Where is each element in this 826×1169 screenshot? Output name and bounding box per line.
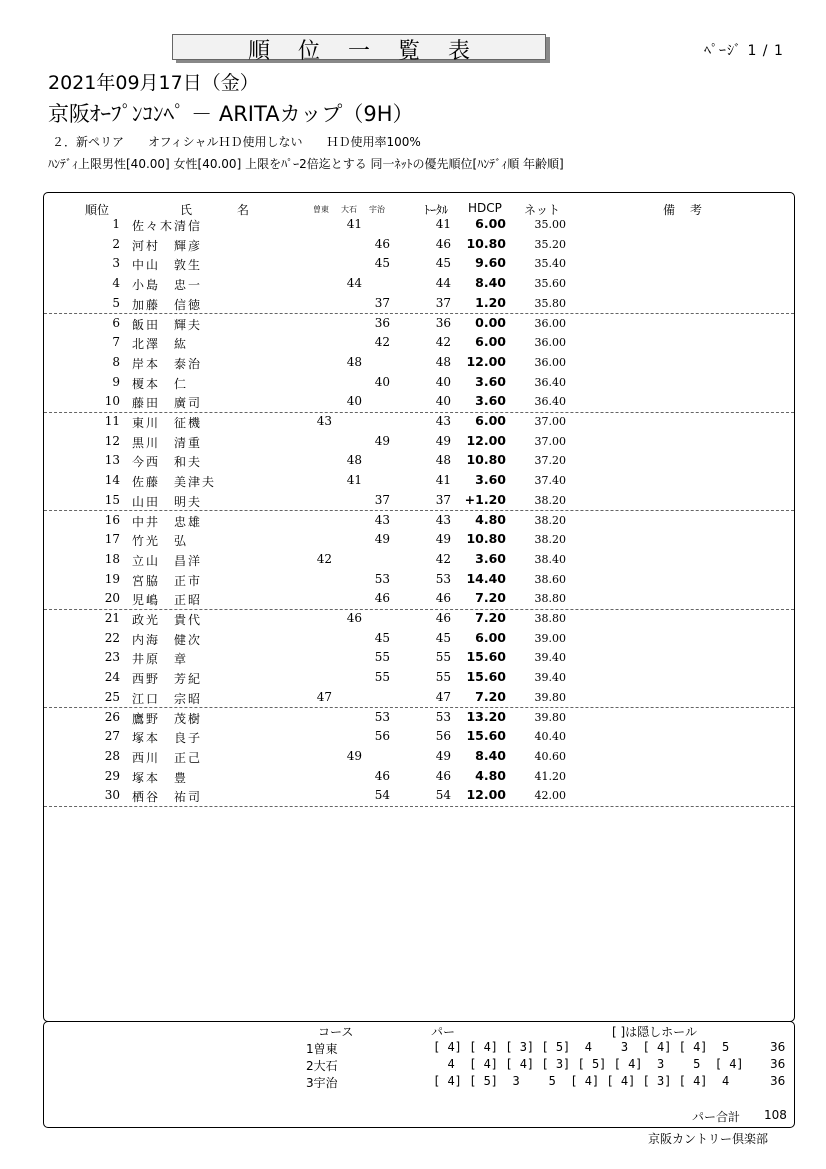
given-name-cell: 紘 bbox=[174, 337, 189, 352]
rank-cell: 4 bbox=[112, 276, 120, 291]
total-cell: 46 bbox=[435, 591, 451, 606]
course3-score-cell: 45 bbox=[374, 256, 390, 271]
net-cell: 39.80 bbox=[534, 710, 566, 724]
table-row bbox=[44, 708, 794, 728]
rank-cell: 14 bbox=[104, 473, 120, 488]
total-cell: 45 bbox=[435, 256, 451, 271]
given-name-cell: 弘 bbox=[174, 534, 189, 549]
total-cell: 48 bbox=[435, 453, 451, 468]
table-row bbox=[44, 235, 794, 255]
net-cell: 38.20 bbox=[534, 533, 566, 547]
course-holes: [ 4] [ 4] [ 3] [ 5] 4 3 [ 4] [ 4] 5 bbox=[433, 1040, 730, 1054]
course2-score-cell: 44 bbox=[346, 276, 362, 291]
course-name: 1曽東 bbox=[306, 1042, 338, 1056]
net-cell: 36.40 bbox=[534, 395, 566, 409]
total-cell: 47 bbox=[435, 689, 451, 704]
rank-cell: 24 bbox=[104, 670, 120, 685]
rank-cell: 8 bbox=[112, 354, 120, 369]
total-cell: 42 bbox=[435, 335, 451, 350]
given-name-cell: 美津夫 bbox=[174, 475, 217, 490]
surname-cell: 内海 bbox=[132, 632, 161, 647]
course3-score-cell: 53 bbox=[374, 571, 390, 586]
table-row bbox=[44, 432, 794, 452]
course-name: 3宇治 bbox=[306, 1076, 338, 1090]
net-cell: 36.00 bbox=[534, 355, 566, 369]
course3-score-cell: 49 bbox=[374, 433, 390, 448]
given-name-cell: 祐司 bbox=[174, 790, 203, 805]
rank-cell: 25 bbox=[104, 689, 120, 704]
course2-score-cell: 46 bbox=[346, 611, 362, 625]
surname-cell: 塚本 bbox=[132, 770, 161, 785]
net-cell: 36.00 bbox=[534, 336, 566, 350]
course3-score-cell: 37 bbox=[374, 295, 390, 310]
net-cell: 38.20 bbox=[534, 493, 566, 507]
surname-cell: 塚本 bbox=[132, 731, 161, 746]
rank-cell: 9 bbox=[112, 374, 120, 389]
net-cell: 35.40 bbox=[534, 257, 566, 271]
rules-line-2: ﾊﾝﾃﾞｨ上限男性[40.00] 女性[40.00] 上限をﾊﾟｰ2倍迄とする 同一ﾈｯﾄの優先順位[ﾊﾝﾃﾞｨ順 年齢順] bbox=[48, 157, 564, 171]
course2-score-cell: 41 bbox=[346, 473, 362, 488]
surname-cell: 佐々木 bbox=[132, 219, 175, 233]
total-cell: 40 bbox=[435, 394, 451, 409]
col-header-rank: 順位 bbox=[85, 203, 110, 217]
hdcp-cell: 7.20 bbox=[475, 610, 506, 625]
surname-cell: 山田 bbox=[132, 494, 161, 509]
course1-score-cell: 42 bbox=[316, 551, 332, 566]
total-cell: 46 bbox=[435, 236, 451, 251]
net-cell: 36.00 bbox=[534, 316, 566, 330]
col-header-remarks-b: 考 bbox=[690, 203, 703, 217]
table-row bbox=[44, 767, 794, 787]
total-cell: 44 bbox=[435, 276, 451, 291]
course-label: コース bbox=[318, 1025, 354, 1039]
net-cell: 35.80 bbox=[534, 296, 566, 310]
given-name-cell: 良子 bbox=[174, 731, 203, 746]
hdcp-cell: 8.40 bbox=[475, 747, 506, 763]
net-cell: 39.80 bbox=[534, 690, 566, 704]
rank-cell: 23 bbox=[104, 650, 120, 665]
hdcp-cell: 6.00 bbox=[475, 629, 506, 645]
hdcp-cell: 15.60 bbox=[466, 728, 506, 744]
net-cell: 38.80 bbox=[534, 612, 566, 625]
table-row bbox=[44, 392, 794, 413]
given-name-cell: 明夫 bbox=[174, 494, 203, 509]
rank-cell: 10 bbox=[104, 394, 120, 409]
total-cell: 55 bbox=[435, 650, 451, 665]
hdcp-cell: 6.00 bbox=[475, 216, 506, 231]
surname-cell: 藤田 bbox=[132, 396, 161, 411]
page-title: 順位一覧表 bbox=[247, 39, 498, 64]
col-header-net: ネット bbox=[524, 203, 561, 217]
given-name-cell: 敦生 bbox=[174, 258, 203, 273]
rank-cell: 5 bbox=[112, 295, 120, 310]
surname-cell: 西川 bbox=[132, 750, 161, 765]
course3-score-cell: 55 bbox=[374, 650, 390, 665]
table-row bbox=[44, 727, 794, 747]
col-header-name-a: 氏 bbox=[180, 203, 193, 217]
rules-line-1: ２．新ペリア オフィシャルＨＤ使用しない ＨＤ使用率100% bbox=[52, 135, 421, 149]
table-row bbox=[44, 294, 794, 315]
hidden-hole-note: [ ]は隠しホール bbox=[612, 1025, 697, 1039]
rank-cell: 1 bbox=[112, 217, 120, 231]
rank-cell: 11 bbox=[104, 414, 120, 428]
hdcp-cell: 7.20 bbox=[475, 590, 506, 606]
hdcp-cell: 3.60 bbox=[475, 550, 506, 566]
given-name-cell: 輝夫 bbox=[174, 317, 203, 332]
hdcp-cell: 3.60 bbox=[475, 393, 506, 409]
course3-score-cell: 54 bbox=[374, 788, 390, 803]
col-header-course3: 宇治 bbox=[369, 205, 385, 214]
hdcp-cell: 0.00 bbox=[475, 314, 506, 330]
rank-cell: 27 bbox=[104, 729, 120, 744]
net-cell: 41.20 bbox=[534, 769, 566, 783]
surname-cell: 飯田 bbox=[132, 317, 161, 332]
net-cell: 37.00 bbox=[534, 434, 566, 448]
hdcp-cell: 14.40 bbox=[466, 570, 506, 586]
given-name-cell: 宗昭 bbox=[174, 691, 203, 706]
surname-cell: 西野 bbox=[132, 672, 161, 687]
total-cell: 43 bbox=[435, 512, 451, 527]
course3-score-cell: 43 bbox=[374, 512, 390, 527]
net-cell: 37.00 bbox=[534, 415, 566, 428]
net-cell: 36.40 bbox=[534, 375, 566, 389]
hdcp-cell: 9.60 bbox=[475, 255, 506, 271]
total-cell: 36 bbox=[435, 315, 451, 330]
total-cell: 37 bbox=[435, 492, 451, 507]
total-cell: 41 bbox=[435, 217, 451, 231]
table-row bbox=[44, 333, 794, 353]
course3-score-cell: 40 bbox=[374, 374, 390, 389]
total-cell: 45 bbox=[435, 630, 451, 645]
surname-cell: 鷹野 bbox=[132, 711, 161, 726]
total-cell: 41 bbox=[435, 473, 451, 488]
surname-cell: 北澤 bbox=[132, 337, 161, 352]
surname-cell: 政光 bbox=[132, 613, 161, 627]
rank-cell: 26 bbox=[104, 709, 120, 724]
surname-cell: 小島 bbox=[132, 278, 161, 293]
table-row bbox=[44, 254, 794, 274]
rank-cell: 13 bbox=[104, 453, 120, 468]
course1-score-cell: 47 bbox=[316, 689, 332, 704]
surname-cell: 井原 bbox=[132, 652, 161, 667]
hdcp-cell: 10.80 bbox=[466, 531, 506, 547]
surname-cell: 榎本 bbox=[132, 376, 161, 391]
table-row bbox=[44, 629, 794, 649]
rank-cell: 2 bbox=[112, 236, 120, 251]
col-header-name-b: 名 bbox=[237, 203, 250, 217]
table-row bbox=[44, 314, 794, 334]
total-cell: 46 bbox=[435, 611, 451, 625]
table-row bbox=[44, 747, 794, 767]
course2-score-cell: 40 bbox=[346, 394, 362, 409]
total-cell: 43 bbox=[435, 414, 451, 428]
given-name-cell: 正己 bbox=[174, 750, 203, 765]
course3-score-cell: 53 bbox=[374, 709, 390, 724]
hdcp-cell: 3.60 bbox=[475, 472, 506, 488]
given-name-cell: 茂樹 bbox=[174, 711, 203, 726]
hdcp-cell: 10.80 bbox=[466, 452, 506, 468]
event-name: 京阪ｵｰﾌﾟﾝｺﾝﾍﾟ － ARITAカップ（9H） bbox=[48, 102, 414, 126]
rank-cell: 29 bbox=[104, 768, 120, 783]
rank-cell: 6 bbox=[112, 315, 120, 330]
total-cell: 48 bbox=[435, 354, 451, 369]
net-cell: 40.60 bbox=[534, 749, 566, 763]
surname-cell: 佐藤 bbox=[132, 475, 161, 490]
given-name-cell: 健次 bbox=[174, 632, 203, 647]
course3-score-cell: 55 bbox=[374, 670, 390, 685]
surname-cell: 東川 bbox=[132, 416, 161, 430]
table-row bbox=[44, 451, 794, 471]
given-name-cell: 正市 bbox=[174, 573, 203, 588]
given-name-cell: 廣司 bbox=[174, 396, 203, 411]
net-cell: 42.00 bbox=[534, 789, 566, 803]
total-cell: 49 bbox=[435, 748, 451, 763]
total-cell: 37 bbox=[435, 295, 451, 310]
col-header-total: ﾄｰﾀﾙ bbox=[424, 203, 449, 217]
course3-score-cell: 36 bbox=[374, 315, 390, 330]
par-total-label: パー合計 bbox=[692, 1110, 741, 1124]
net-cell: 35.00 bbox=[534, 218, 566, 231]
total-cell: 46 bbox=[435, 768, 451, 783]
rank-cell: 12 bbox=[104, 433, 120, 448]
course3-score-cell: 46 bbox=[374, 591, 390, 606]
course2-score-cell: 41 bbox=[346, 217, 362, 231]
given-name-cell: 征機 bbox=[174, 416, 203, 430]
given-name-cell: 貴代 bbox=[174, 613, 203, 627]
rank-cell: 16 bbox=[104, 512, 120, 527]
table-row bbox=[44, 668, 794, 688]
table-row bbox=[44, 609, 794, 629]
course2-score-cell: 48 bbox=[346, 453, 362, 468]
club-name: 京阪カントリー倶楽部 bbox=[648, 1132, 769, 1146]
table-row bbox=[44, 471, 794, 491]
given-name-cell: 清信 bbox=[174, 219, 203, 233]
net-cell: 39.40 bbox=[534, 651, 566, 665]
course-total: 36 bbox=[770, 1074, 786, 1088]
net-cell: 38.40 bbox=[534, 552, 566, 566]
total-cell: 40 bbox=[435, 374, 451, 389]
course-holes: 4 [ 4] [ 4] [ 3] [ 5] [ 4] 3 5 [ 4] bbox=[433, 1057, 744, 1071]
surname-cell: 岸本 bbox=[132, 356, 161, 371]
given-name-cell: 章 bbox=[174, 652, 189, 667]
total-cell: 56 bbox=[435, 729, 451, 744]
col-header-hdcp: HDCP bbox=[468, 201, 502, 215]
surname-cell: 児嶋 bbox=[132, 593, 161, 608]
hdcp-cell: 6.00 bbox=[475, 334, 506, 350]
hdcp-cell: 4.80 bbox=[475, 511, 506, 527]
given-name-cell: 忠雄 bbox=[174, 514, 203, 529]
course3-score-cell: 45 bbox=[374, 630, 390, 645]
surname-cell: 河村 bbox=[132, 238, 161, 253]
course-total: 36 bbox=[770, 1057, 786, 1071]
title-box bbox=[172, 34, 546, 64]
table-row bbox=[44, 589, 794, 610]
given-name-cell: 仁 bbox=[174, 376, 189, 391]
rank-cell: 22 bbox=[104, 630, 120, 645]
hdcp-cell: +1.20 bbox=[464, 491, 506, 507]
course2-score-cell: 49 bbox=[346, 748, 362, 763]
surname-cell: 江口 bbox=[132, 691, 161, 706]
hdcp-cell: 15.60 bbox=[466, 649, 506, 665]
course-name: 2大石 bbox=[306, 1059, 338, 1073]
total-cell: 42 bbox=[435, 551, 451, 566]
net-cell: 37.20 bbox=[534, 454, 566, 468]
table-row bbox=[44, 550, 794, 570]
surname-cell: 加藤 bbox=[132, 297, 161, 312]
given-name-cell: 和夫 bbox=[174, 455, 203, 470]
given-name-cell: 正昭 bbox=[174, 593, 203, 608]
col-header-remarks-a: 備 bbox=[663, 203, 676, 217]
table-row bbox=[44, 353, 794, 373]
table-row bbox=[44, 648, 794, 668]
course2-score-cell: 48 bbox=[346, 354, 362, 369]
given-name-cell: 昌洋 bbox=[174, 553, 203, 568]
hdcp-cell: 12.00 bbox=[466, 432, 506, 448]
net-cell: 37.40 bbox=[534, 474, 566, 488]
given-name-cell: 忠一 bbox=[174, 278, 203, 293]
col-header-course1: 曽東 bbox=[313, 205, 329, 214]
total-cell: 49 bbox=[435, 433, 451, 448]
hdcp-cell: 1.20 bbox=[475, 294, 506, 310]
table-row bbox=[44, 570, 794, 590]
net-cell: 38.60 bbox=[534, 572, 566, 586]
course-total: 36 bbox=[770, 1040, 786, 1054]
rank-cell: 15 bbox=[104, 492, 120, 507]
total-cell: 49 bbox=[435, 532, 451, 547]
rank-cell: 28 bbox=[104, 748, 120, 763]
course3-score-cell: 46 bbox=[374, 236, 390, 251]
hdcp-cell: 15.60 bbox=[466, 669, 506, 685]
page-number: ﾍﾟｰｼﾞ 1 / 1 bbox=[704, 43, 784, 59]
given-name-cell: 清重 bbox=[174, 435, 203, 450]
par-label: パー bbox=[431, 1025, 456, 1039]
hdcp-cell: 4.80 bbox=[475, 767, 506, 783]
rank-cell: 21 bbox=[104, 611, 120, 625]
net-cell: 39.00 bbox=[534, 631, 566, 645]
table-row bbox=[44, 274, 794, 294]
surname-cell: 中山 bbox=[132, 258, 161, 273]
given-name-cell: 豊 bbox=[174, 770, 189, 785]
course3-score-cell: 49 bbox=[374, 532, 390, 547]
table-row bbox=[44, 530, 794, 550]
net-cell: 35.20 bbox=[534, 237, 566, 251]
hdcp-cell: 13.20 bbox=[466, 708, 506, 724]
table-row bbox=[44, 491, 794, 512]
surname-cell: 中井 bbox=[132, 514, 161, 529]
table-row bbox=[44, 786, 794, 807]
course3-score-cell: 46 bbox=[374, 768, 390, 783]
hdcp-cell: 6.00 bbox=[475, 413, 506, 428]
course3-score-cell: 42 bbox=[374, 335, 390, 350]
hdcp-cell: 7.20 bbox=[475, 688, 506, 704]
given-name-cell: 泰治 bbox=[174, 356, 203, 371]
rank-cell: 18 bbox=[104, 551, 120, 566]
rank-cell: 19 bbox=[104, 571, 120, 586]
given-name-cell: 芳紀 bbox=[174, 672, 203, 687]
rank-cell: 30 bbox=[104, 788, 120, 803]
hdcp-cell: 3.60 bbox=[475, 373, 506, 389]
given-name-cell: 信徳 bbox=[174, 297, 203, 312]
hdcp-cell: 12.00 bbox=[466, 787, 506, 803]
table-row bbox=[44, 373, 794, 393]
table-row bbox=[44, 215, 794, 235]
net-cell: 40.40 bbox=[534, 730, 566, 744]
hdcp-cell: 10.80 bbox=[466, 235, 506, 251]
col-header-course2: 大石 bbox=[341, 205, 357, 214]
course-holes: [ 4] [ 5] 3 5 [ 4] [ 4] [ 3] [ 4] 4 bbox=[433, 1074, 730, 1088]
net-cell: 38.20 bbox=[534, 513, 566, 527]
surname-cell: 今西 bbox=[132, 455, 161, 470]
table-row bbox=[44, 688, 794, 709]
net-cell: 39.40 bbox=[534, 671, 566, 685]
table-row bbox=[44, 511, 794, 531]
course3-score-cell: 56 bbox=[374, 729, 390, 744]
rank-cell: 3 bbox=[112, 256, 120, 271]
surname-cell: 栖谷 bbox=[132, 790, 161, 805]
surname-cell: 黒川 bbox=[132, 435, 161, 450]
net-cell: 35.60 bbox=[534, 277, 566, 291]
total-cell: 53 bbox=[435, 709, 451, 724]
given-name-cell: 輝彦 bbox=[174, 238, 203, 253]
rank-cell: 7 bbox=[112, 335, 120, 350]
total-cell: 55 bbox=[435, 670, 451, 685]
hdcp-cell: 8.40 bbox=[475, 275, 506, 291]
surname-cell: 竹光 bbox=[132, 534, 161, 549]
course3-score-cell: 37 bbox=[374, 492, 390, 507]
table-row bbox=[44, 412, 794, 432]
rank-cell: 20 bbox=[104, 591, 120, 606]
surname-cell: 立山 bbox=[132, 553, 161, 568]
course1-score-cell: 43 bbox=[316, 414, 332, 428]
surname-cell: 宮脇 bbox=[132, 573, 161, 588]
rank-cell: 17 bbox=[104, 532, 120, 547]
hdcp-cell: 12.00 bbox=[466, 353, 506, 369]
event-date: 2021年09月17日（金） bbox=[48, 72, 259, 94]
total-cell: 54 bbox=[435, 788, 451, 803]
net-cell: 38.80 bbox=[534, 592, 566, 606]
total-cell: 53 bbox=[435, 571, 451, 586]
par-total-value: 108 bbox=[764, 1108, 787, 1122]
